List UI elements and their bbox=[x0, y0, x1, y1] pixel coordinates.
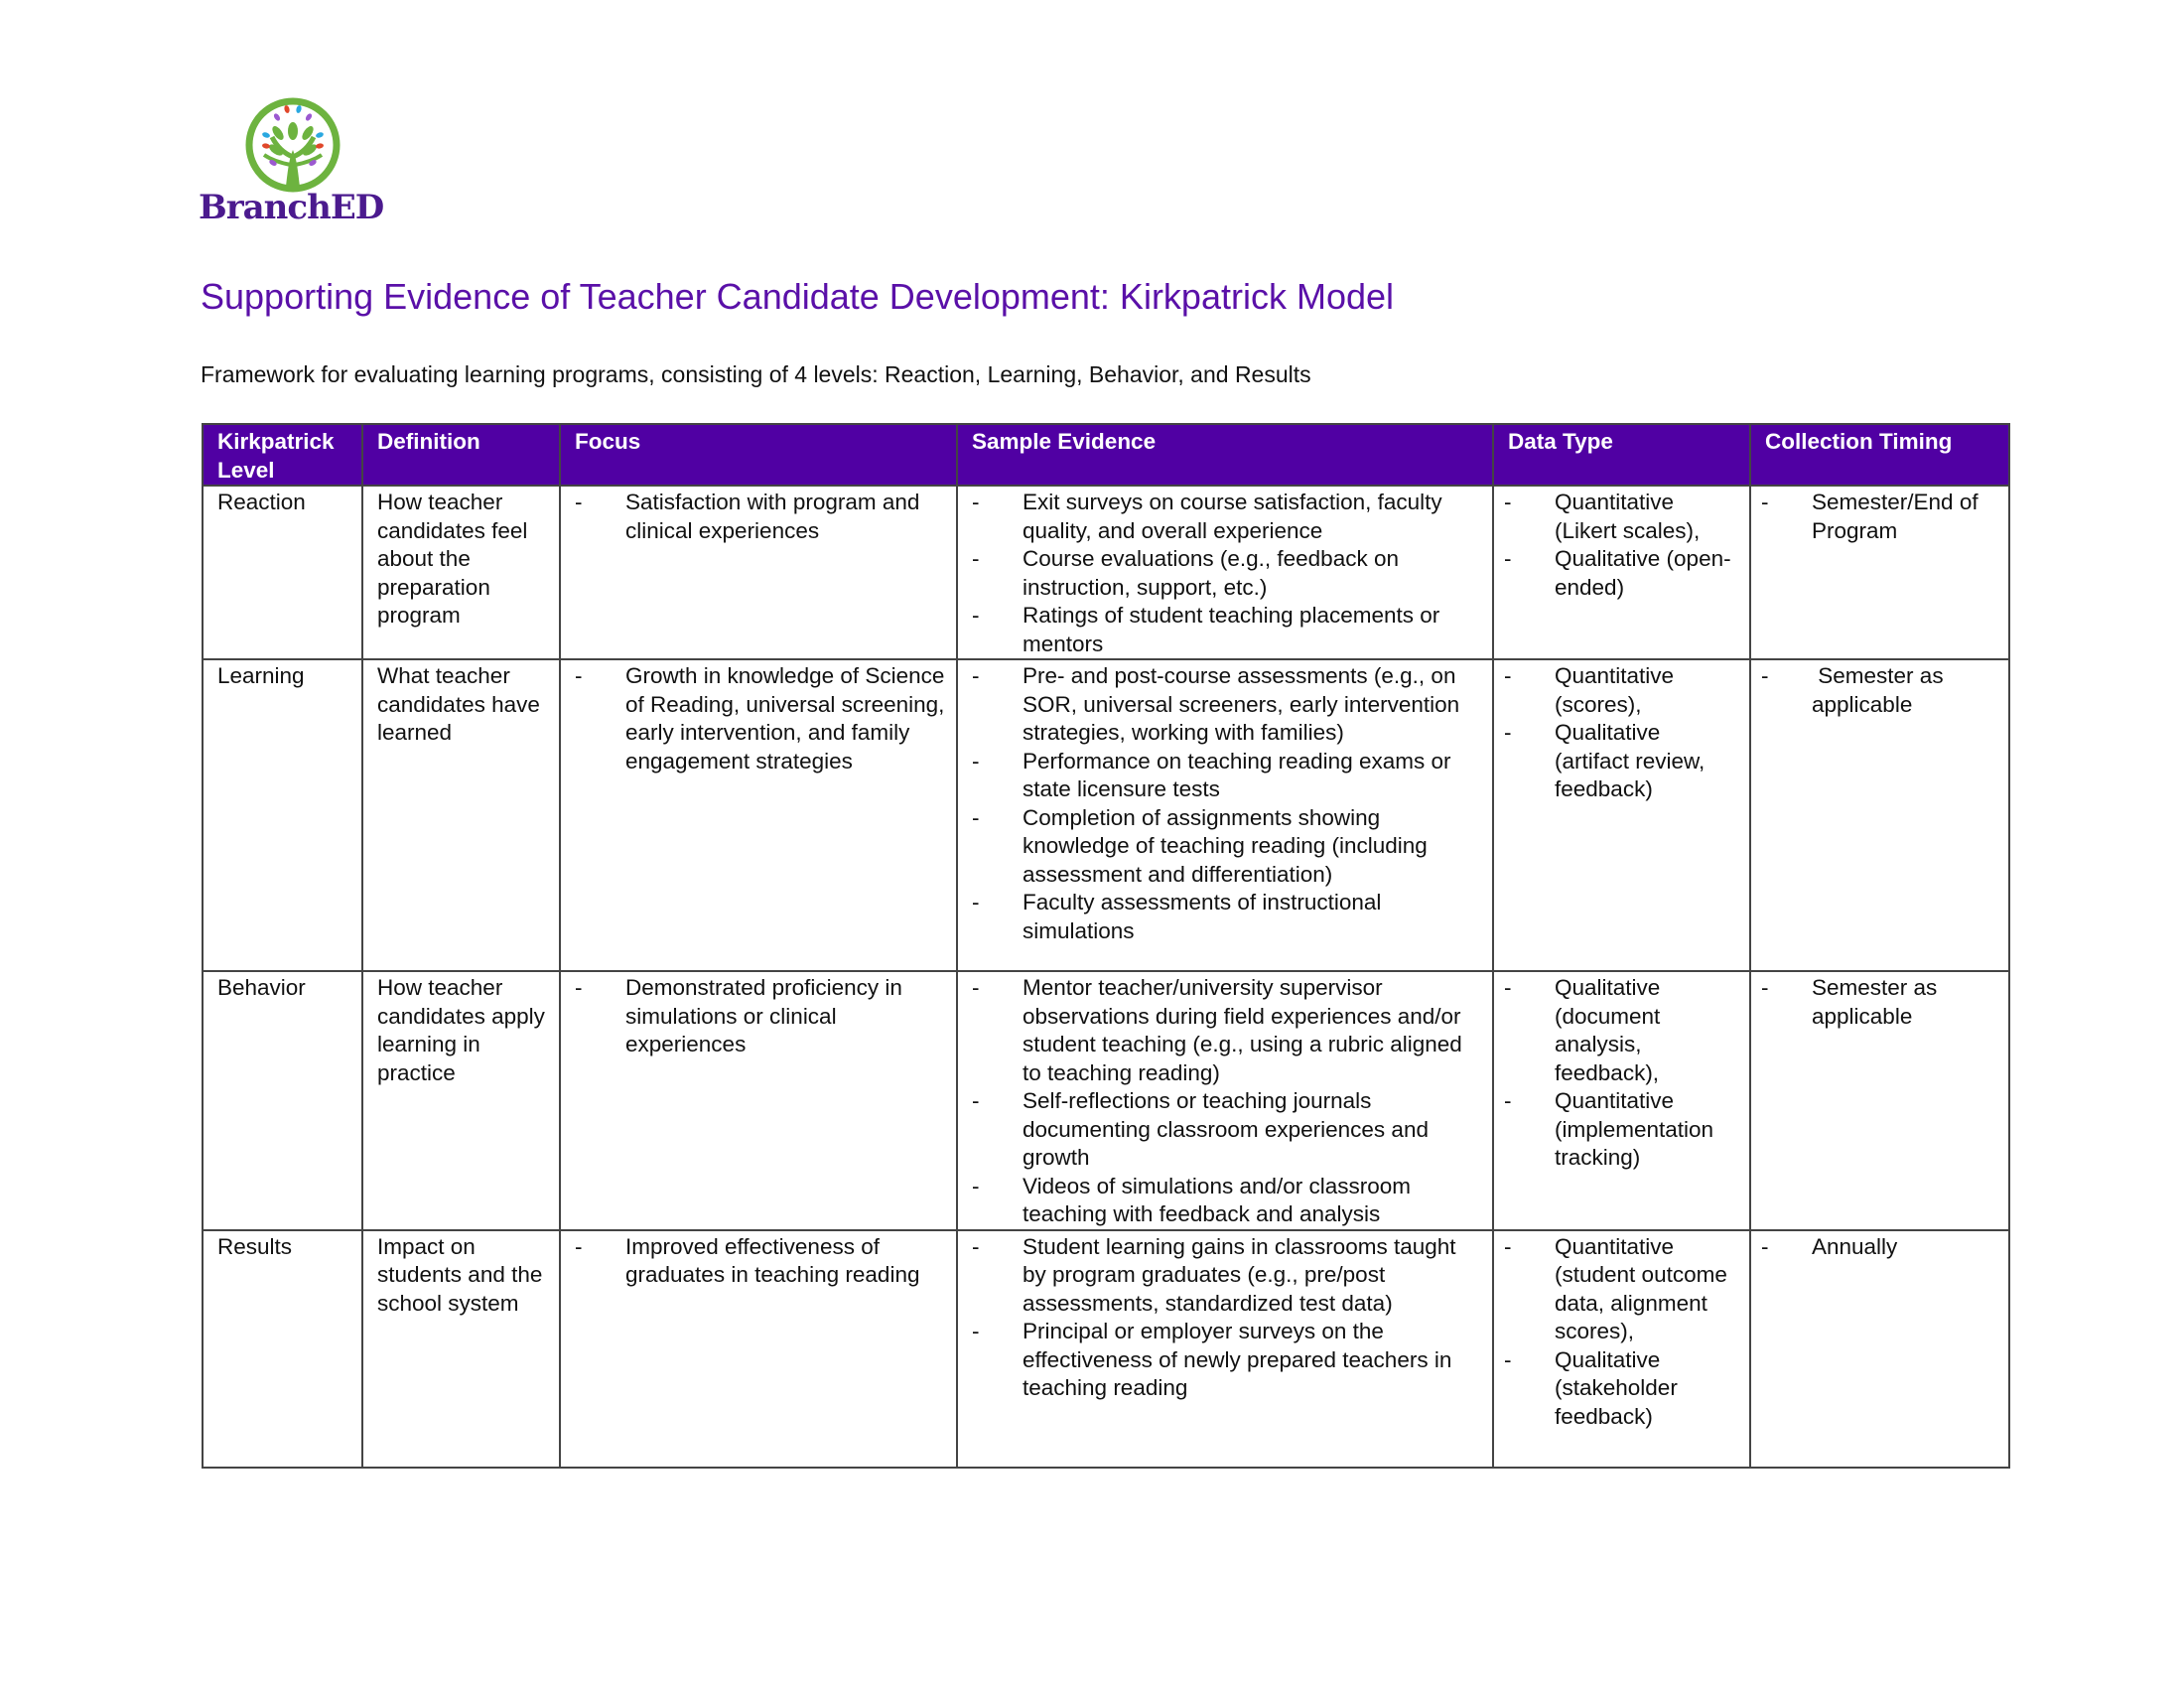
cell-sample-evidence bbox=[957, 486, 1493, 659]
header-data-type: Data Type bbox=[1493, 424, 1750, 486]
tree-in-circle-icon bbox=[199, 95, 387, 195]
list-item-text: Course evaluations (e.g., feedback on instruction, support, etc.) bbox=[1023, 546, 1406, 600]
dash-bullet-icon: - bbox=[1504, 663, 1512, 688]
page-title: Supporting Evidence of Teacher Candidate Development: Kirkpatrick Model bbox=[201, 276, 1395, 317]
list-item-text: Qualitative (document analysis, feedback), bbox=[1555, 975, 1667, 1085]
dash-bullet-icon: - bbox=[972, 663, 980, 688]
cell-data-type bbox=[1493, 971, 1750, 1230]
list-item bbox=[972, 662, 1482, 748]
collection-timing-list bbox=[1761, 1233, 1998, 1262]
table-row-behavior bbox=[203, 971, 2009, 1230]
list-item bbox=[1761, 489, 1998, 545]
list-item bbox=[1504, 1087, 1739, 1173]
header-kirkpatrick-level: Kirkpatrick Level bbox=[203, 424, 362, 486]
header-collection-timing: Collection Timing bbox=[1750, 424, 2009, 486]
list-item-text: Faculty assessments of instructional simulations bbox=[1023, 890, 1388, 943]
focus-list bbox=[575, 662, 951, 775]
list-item bbox=[972, 748, 1482, 804]
list-item-text: Quantitative (implementation tracking) bbox=[1555, 1088, 1720, 1170]
dash-bullet-icon: - bbox=[972, 748, 980, 774]
dash-bullet-icon: - bbox=[972, 603, 980, 628]
cell-sample-evidence bbox=[957, 659, 1493, 971]
cell-level: Behavior bbox=[203, 971, 362, 1230]
list-item-text: Semester as applicable bbox=[1812, 663, 1950, 717]
dash-bullet-icon: - bbox=[972, 975, 980, 1000]
dash-bullet-icon: - bbox=[1761, 975, 1769, 1000]
dash-bullet-icon: - bbox=[972, 890, 980, 914]
list-item bbox=[1761, 662, 1998, 719]
sample-evidence-list bbox=[972, 489, 1482, 658]
list-item bbox=[1504, 489, 1739, 545]
sample-evidence-list bbox=[972, 1233, 1482, 1403]
cell-focus bbox=[560, 486, 957, 659]
dash-bullet-icon: - bbox=[575, 1233, 583, 1259]
list-item-text: Semester/End of Program bbox=[1812, 490, 1984, 543]
dash-bullet-icon: - bbox=[972, 546, 980, 571]
dash-bullet-icon: - bbox=[972, 1173, 980, 1198]
dash-bullet-icon: - bbox=[1761, 490, 1769, 514]
data-type-list bbox=[1504, 489, 1739, 602]
collection-timing-list bbox=[1761, 662, 1998, 719]
data-type-list bbox=[1504, 1233, 1739, 1432]
dash-bullet-icon: - bbox=[972, 1088, 980, 1113]
list-item-text: Quantitative (scores), bbox=[1555, 663, 1681, 717]
table-row-results bbox=[203, 1230, 2009, 1468]
cell-definition: Impact on students and the school system bbox=[362, 1230, 560, 1468]
list-item bbox=[1504, 1346, 1739, 1432]
dash-bullet-icon: - bbox=[972, 1319, 980, 1343]
header-focus: Focus bbox=[560, 424, 957, 486]
list-item-text: Qualitative (artifact review, feedback) bbox=[1555, 720, 1711, 801]
cell-collection-timing bbox=[1750, 971, 2009, 1230]
sample-evidence-list bbox=[972, 662, 1482, 945]
cell-definition: What teacher candidates have learned bbox=[362, 659, 560, 971]
data-type-list bbox=[1504, 974, 1739, 1173]
dash-bullet-icon: - bbox=[1504, 1088, 1512, 1113]
cell-sample-evidence bbox=[957, 971, 1493, 1230]
list-item bbox=[575, 974, 946, 1059]
cell-focus bbox=[560, 971, 957, 1230]
list-item-text: Mentor teacher/university supervisor observations during field experiences and/or student teaching (e.g., using a rubric aligned to teaching reading) bbox=[1023, 975, 1469, 1085]
list-item bbox=[1761, 1233, 1998, 1262]
dash-bullet-icon: - bbox=[1504, 490, 1512, 514]
list-item-text: Exit surveys on course satisfaction, faculty quality, and overall experience bbox=[1023, 490, 1448, 543]
list-item-text: Student learning gains in classrooms taught by program graduates (e.g., pre/post assessments, standardized test data) bbox=[1023, 1233, 1462, 1316]
cell-focus bbox=[560, 1230, 957, 1468]
cell-collection-timing bbox=[1750, 659, 2009, 971]
cell-definition: How teacher candidates feel about the preparation program bbox=[362, 486, 560, 659]
sample-evidence-list bbox=[972, 974, 1482, 1229]
dash-bullet-icon: - bbox=[972, 490, 980, 514]
list-item bbox=[1504, 1233, 1739, 1346]
focus-list bbox=[575, 489, 946, 545]
list-item-text: Qualitative (open-ended) bbox=[1555, 546, 1731, 600]
cell-data-type bbox=[1493, 486, 1750, 659]
dash-bullet-icon: - bbox=[1504, 546, 1512, 571]
focus-list bbox=[575, 1233, 946, 1290]
cell-collection-timing bbox=[1750, 1230, 2009, 1468]
list-item-text: Quantitative (student outcome data, alignment scores), bbox=[1555, 1233, 1734, 1343]
list-item-text: Annually bbox=[1812, 1233, 1898, 1259]
collection-timing-list bbox=[1761, 489, 1998, 545]
cell-level: Results bbox=[203, 1230, 362, 1468]
kirkpatrick-table bbox=[202, 423, 2010, 1469]
cell-sample-evidence bbox=[957, 1230, 1493, 1468]
table-row-learning bbox=[203, 659, 2009, 971]
list-item-text: Qualitative (stakeholder feedback) bbox=[1555, 1346, 1685, 1429]
list-item bbox=[1504, 974, 1739, 1087]
list-item bbox=[972, 889, 1482, 945]
list-item bbox=[972, 804, 1482, 890]
list-item-text: Growth in knowledge of Science of Reading, universal screening, early intervention, and family engagement strategies bbox=[625, 663, 951, 774]
list-item bbox=[972, 1087, 1482, 1173]
list-item-text: Satisfaction with program and clinical experiences bbox=[625, 490, 926, 543]
dash-bullet-icon: - bbox=[972, 804, 980, 830]
dash-bullet-icon: - bbox=[972, 1233, 980, 1259]
dash-bullet-icon: - bbox=[1761, 1233, 1769, 1259]
list-item-text: Performance on teaching reading exams or state licensure tests bbox=[1023, 748, 1457, 801]
list-item bbox=[972, 602, 1482, 658]
table-header-row bbox=[203, 424, 2009, 486]
list-item-text: Semester as applicable bbox=[1812, 975, 1944, 1029]
collection-timing-list bbox=[1761, 974, 1998, 1031]
cell-level: Reaction bbox=[203, 486, 362, 659]
list-item bbox=[972, 1173, 1482, 1229]
list-item bbox=[1761, 974, 1998, 1031]
dash-bullet-icon: - bbox=[575, 975, 583, 1000]
cell-collection-timing bbox=[1750, 486, 2009, 659]
data-type-list bbox=[1504, 662, 1739, 804]
dash-bullet-icon: - bbox=[575, 490, 583, 514]
page-subtitle: Framework for evaluating learning programs, consisting of 4 levels: Reaction, Learning, Behavior, and Results bbox=[201, 361, 1311, 387]
list-item bbox=[972, 1233, 1482, 1319]
list-item bbox=[575, 662, 951, 775]
table-row-reaction bbox=[203, 486, 2009, 659]
list-item bbox=[1504, 545, 1739, 602]
list-item-text: Principal or employer surveys on the effectiveness of newly prepared teachers in teaching reading bbox=[1023, 1319, 1458, 1400]
cell-level: Learning bbox=[203, 659, 362, 971]
header-definition: Definition bbox=[362, 424, 560, 486]
list-item-text: Videos of simulations and/or classroom teaching with feedback and analysis bbox=[1023, 1173, 1418, 1226]
list-item-text: Ratings of student teaching placements or mentors bbox=[1023, 603, 1446, 656]
focus-list bbox=[575, 974, 946, 1059]
list-item bbox=[972, 489, 1482, 545]
dash-bullet-icon: - bbox=[1504, 975, 1512, 1000]
list-item bbox=[575, 489, 946, 545]
cell-data-type bbox=[1493, 1230, 1750, 1468]
list-item bbox=[972, 545, 1482, 602]
list-item-text: Pre- and post-course assessments (e.g., on SOR, universal screeners, early intervention strategies, working with families) bbox=[1023, 663, 1466, 745]
brand-wordmark: BranchED bbox=[199, 188, 384, 227]
dash-bullet-icon: - bbox=[575, 663, 583, 688]
list-item-text: Demonstrated proficiency in simulations or clinical experiences bbox=[625, 975, 909, 1056]
list-item-text: Improved effectiveness of graduates in teaching reading bbox=[625, 1233, 920, 1287]
list-item bbox=[1504, 719, 1739, 804]
list-item-text: Quantitative (Likert scales), bbox=[1555, 490, 1701, 543]
list-item bbox=[575, 1233, 946, 1290]
cell-data-type bbox=[1493, 659, 1750, 971]
header-sample-evidence: Sample Evidence bbox=[957, 424, 1493, 486]
dash-bullet-icon: - bbox=[1504, 720, 1512, 745]
cell-focus bbox=[560, 659, 957, 971]
list-item bbox=[972, 974, 1482, 1087]
cell-definition: How teacher candidates apply learning in practice bbox=[362, 971, 560, 1230]
dash-bullet-icon: - bbox=[1504, 1233, 1512, 1259]
dash-bullet-icon: - bbox=[1504, 1346, 1512, 1372]
list-item-text: Completion of assignments showing knowledge of teaching reading (including assessment and differentiation) bbox=[1023, 804, 1434, 887]
list-item-text: Self-reflections or teaching journals documenting classroom experiences and growth bbox=[1023, 1088, 1435, 1170]
list-item bbox=[972, 1318, 1482, 1403]
dash-bullet-icon: - bbox=[1761, 663, 1769, 688]
list-item bbox=[1504, 662, 1739, 719]
brand-logo bbox=[199, 95, 387, 234]
